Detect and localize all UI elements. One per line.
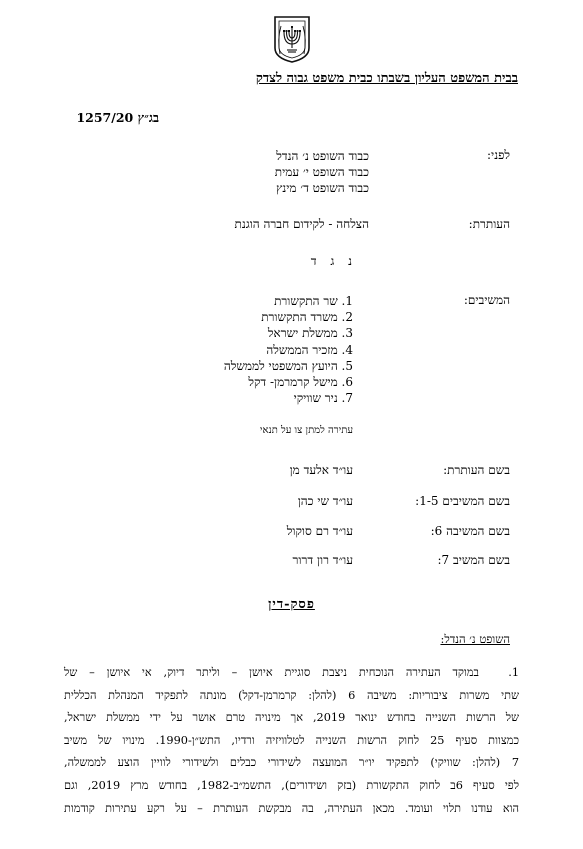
state-emblem-icon bbox=[271, 14, 313, 64]
paragraph-line: שתי משרות ציבוריות: משיבה 6 (להלן: קרמרמן-דקל) מונתה לתפקיד המנהלת הכללית bbox=[64, 688, 519, 702]
case-number: בג״ץ 1257/20 bbox=[76, 110, 159, 125]
counsel-name: עו״ד רם סוקול bbox=[286, 524, 353, 538]
counsel-label: בשם המשיב 7: bbox=[437, 553, 510, 567]
respondent-item: 1. שר התקשורת bbox=[274, 294, 353, 308]
respondent-item: 3. ממשלת ישראל bbox=[267, 326, 353, 341]
before-label: לפני: bbox=[487, 148, 510, 162]
paragraph-line: 7 (להלן: שוויקי) לתפקיד יו״ר המועצה לשידורי כבלים ולשידורי לוויין הוצע לממשלה, bbox=[64, 756, 519, 770]
respondent-item: 6. מישל קרמרמן- דקל bbox=[248, 375, 353, 390]
versus-text: נ ג ד bbox=[310, 254, 357, 268]
paragraph-line: כמצוות סעיף 25 לחוק הרשות השנייה לטלוויזיה ורדיו, התש״ן-1990. מינויו של משיב bbox=[64, 733, 519, 747]
counsel-label: בשם המשיבים 1-5: bbox=[415, 494, 510, 508]
judge-name: כבוד השופט נ׳ הנדל bbox=[276, 149, 369, 163]
counsel-name: עו״ד רון דרור bbox=[292, 553, 353, 567]
court-name: בבית המשפט העליון בשבתו כבית משפט גבוה לצדק bbox=[255, 71, 518, 86]
petition-type: עתירה למתן צו על תנאי bbox=[259, 425, 353, 436]
judge-heading: השופט נ׳ הנדל: bbox=[440, 632, 510, 646]
counsel-label: בשם המשיבה 6: bbox=[430, 524, 510, 538]
respondent-item: 7. ניר שוויקי bbox=[293, 391, 353, 406]
counsel-name: עו״ד שי כהן bbox=[297, 494, 353, 508]
paragraph-number: 1. bbox=[508, 666, 519, 679]
paragraph-line: הוא עודנו תלוי ועומד. מכאן העתירה, בה מבקשת העותרת – על רקע עתירות קודמות bbox=[64, 801, 519, 815]
paragraph-line: לפי סעיף 6ב לחוק התקשורת (בזק ושידורים), התשמ״ב-1982, בחודש מרץ 2019, וגם bbox=[64, 778, 519, 792]
respondent-item: 2. משרד התקשורת bbox=[261, 310, 353, 325]
respondent-item: 4. מזכיר הממשלה bbox=[266, 342, 353, 357]
respondents-list bbox=[224, 293, 353, 406]
paragraph-line bbox=[64, 662, 519, 685]
respondent-item: 5. היועץ המשפטי לממשלה bbox=[223, 358, 353, 373]
respondents-label: המשיבים: bbox=[463, 293, 510, 307]
paragraph-line-text: במוקד העתירה הנוכחית ניצבת סוגיית איושן – וליתר דיוק, אי איושן – של bbox=[64, 666, 479, 679]
petitioner-label: העותרת: bbox=[468, 217, 510, 231]
judges-list bbox=[275, 148, 369, 196]
paragraph-line: של הרשות השנייה בחודש ינואר 2019, אך מינויה טרם אושר על ידי ממשלת ישראל, bbox=[64, 711, 520, 725]
opinion-paragraph bbox=[64, 662, 519, 820]
counsel-label: בשם העותרת: bbox=[443, 463, 510, 477]
verdict-title: פסק-דין bbox=[268, 597, 315, 612]
judge-name: כבוד השופט י׳ עמית bbox=[274, 165, 369, 179]
judge-name: כבוד השופט ד׳ מינץ bbox=[276, 181, 369, 195]
petitioner-name: הצלחה - לקידום חברה הוגנת bbox=[234, 217, 369, 231]
counsel-name: עו״ד אלעד מן bbox=[289, 463, 353, 477]
